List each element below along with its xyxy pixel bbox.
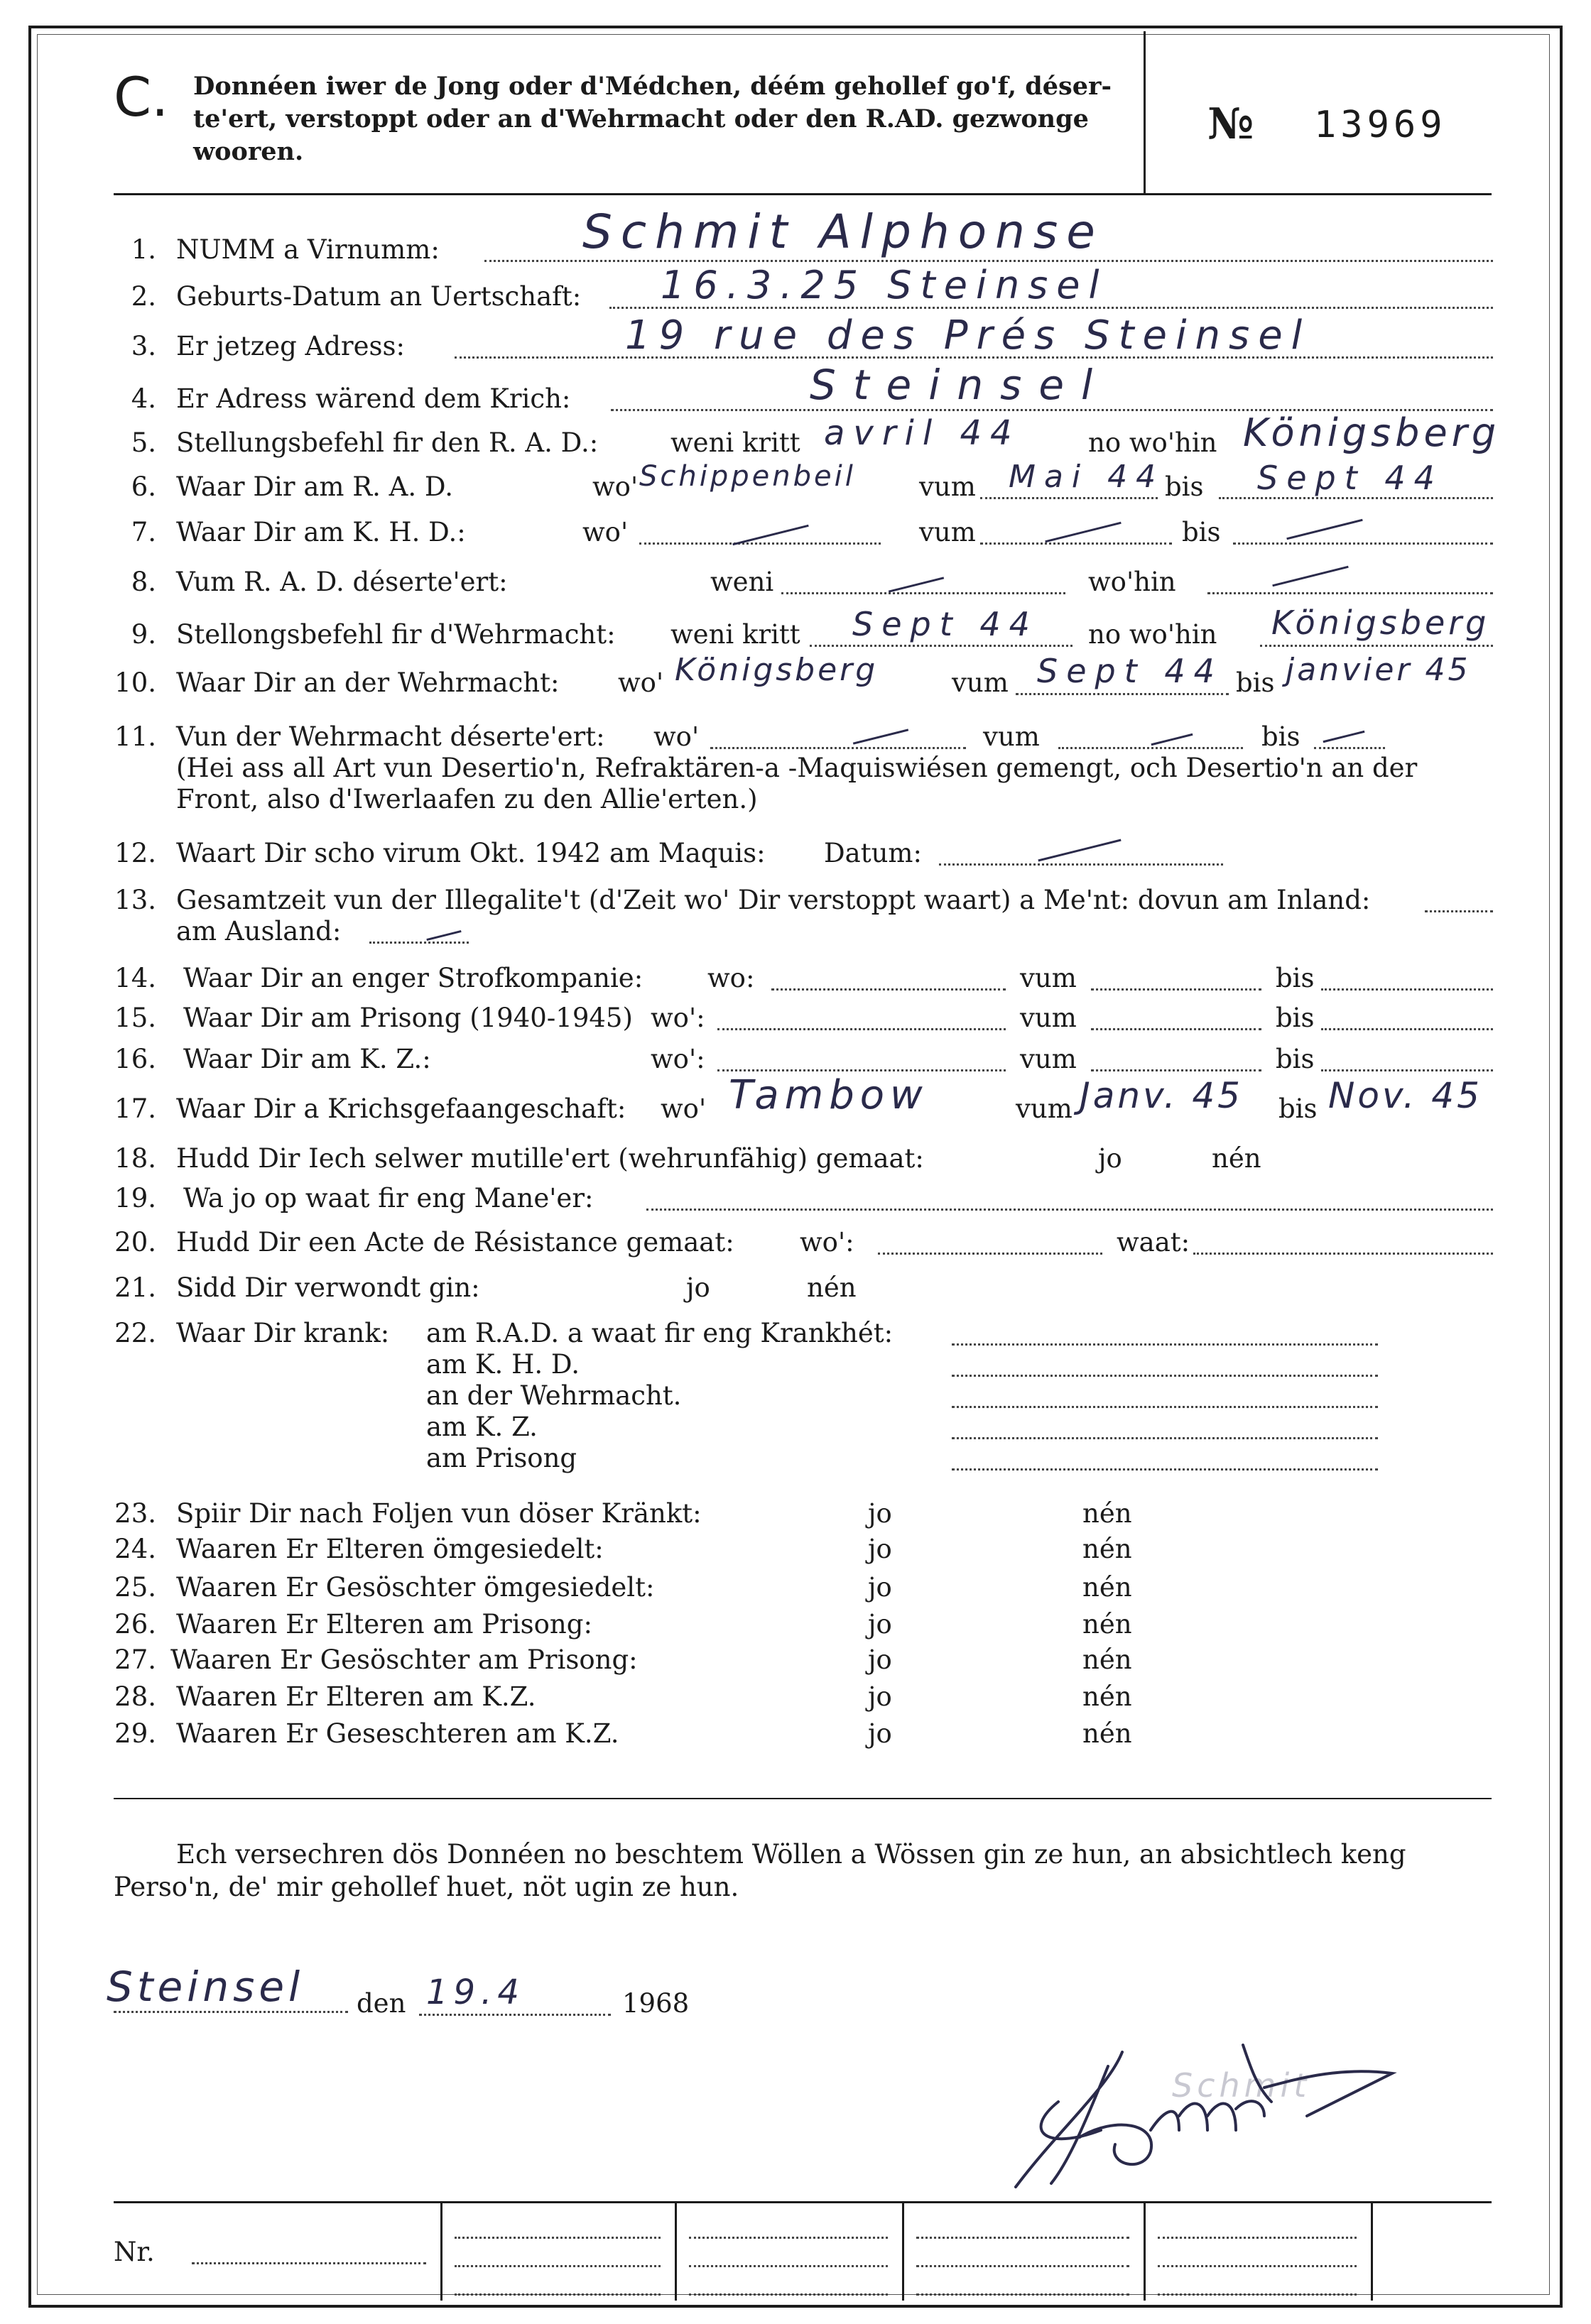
q24-nen: nén	[1082, 1534, 1132, 1564]
q11-number: 11.	[114, 721, 156, 752]
q22-rad: am R.A.D. a waat fir eng Krankhét:	[426, 1318, 894, 1348]
q13-label: Gesamtzeit vun der Illegalite't (d'Zeit wo' Dir verstoppt waart) a Me'nt: dovun am Inland:	[176, 885, 1371, 915]
q6-vum-field	[980, 497, 1158, 499]
q16-wo-field	[717, 1069, 1006, 1071]
q25-jo: jo	[868, 1572, 892, 1603]
q21-number: 21.	[114, 1272, 156, 1303]
q10-vum-field	[1016, 693, 1229, 695]
place-field	[114, 2011, 348, 2013]
q22-rad-field	[952, 1343, 1378, 1346]
q8-wohin-label: wo'hin	[1088, 567, 1176, 597]
footer-cell-3b	[916, 2265, 1129, 2267]
section-letter: C.	[114, 65, 169, 129]
q28-jo: jo	[868, 1681, 892, 1712]
footer-col-5	[1371, 2201, 1373, 2301]
q23-nen: nén	[1082, 1498, 1132, 1529]
footer-nr-label: Nr.	[114, 2237, 155, 2267]
q29-nen: nén	[1082, 1718, 1132, 1749]
q9-label: Stellongsbefehl fir d'Wehrmacht:	[176, 619, 616, 650]
q22-kz-field	[952, 1437, 1378, 1439]
q10-number: 10.	[114, 667, 156, 698]
q14-vum-field	[1091, 988, 1261, 991]
q29-number: 29.	[114, 1718, 156, 1749]
q20-wo-field	[878, 1253, 1102, 1255]
q8-label: Vum R. A. D. déserte'ert:	[176, 567, 508, 597]
footer-cell-2c	[689, 2293, 888, 2296]
q8-weni-label: weni	[710, 567, 774, 597]
q10-label: Waar Dir an der Wehrmacht:	[176, 667, 560, 698]
q5-wohin-answer: Königsberg	[1243, 410, 1501, 455]
q6-vum-label: vum	[919, 471, 976, 502]
q22-wehrmacht-field	[952, 1406, 1378, 1408]
q11-note-2: Front, also d'Iwerlaafen zu den Allie'erten.)	[176, 784, 758, 814]
q11-bis-label: bis	[1261, 721, 1301, 752]
q11-vum-label: vum	[983, 721, 1040, 752]
q14-wo-field	[771, 988, 1006, 991]
q13-number: 13.	[114, 885, 156, 915]
q6-wo-label: wo'	[592, 471, 639, 502]
q14-bis-label: bis	[1276, 963, 1315, 993]
q9-wohin-answer: Königsberg	[1271, 604, 1490, 642]
q7-label: Waar Dir am K. H. D.:	[176, 517, 466, 547]
q4-number: 4.	[131, 383, 156, 414]
q10-wo-answer: Königsberg	[675, 652, 879, 688]
footer-cell-1a	[455, 2237, 661, 2239]
q7-wo-label: wo'	[582, 517, 629, 547]
number-symbol: №	[1207, 99, 1254, 149]
signature-year: 1968	[622, 1988, 690, 2019]
q2-answer: 16.3.25 Steinsel	[661, 263, 1108, 307]
q1-number: 1.	[131, 234, 156, 265]
q27-label: Waaren Er Gesöschter am Prisong:	[170, 1644, 638, 1675]
q22-label: Waar Dir krank:	[176, 1318, 390, 1348]
q18-nen: nén	[1212, 1143, 1261, 1174]
q5-weni-answer: avril 44	[824, 413, 1021, 453]
q6-number: 6.	[131, 471, 156, 502]
q26-label: Waaren Er Elteren am Prisong:	[176, 1609, 592, 1640]
footer-cell-3c	[916, 2293, 1129, 2296]
q19-number: 19.	[114, 1183, 156, 1213]
intro-line-1: Donnéen iwer de Jong oder d'Médchen, déém gehollef go'f, déser-	[193, 72, 1112, 101]
q8-number: 8.	[131, 567, 156, 597]
q16-number: 16.	[114, 1044, 156, 1074]
q22-prisong-field	[952, 1468, 1378, 1471]
q1-label: NUMM a Virnumm:	[176, 234, 440, 265]
q6-bis-field	[1219, 497, 1493, 499]
q4-answer: Steinsel	[810, 361, 1110, 409]
q24-label: Waaren Er Elteren ömgesiedelt:	[176, 1534, 604, 1564]
q26-jo: jo	[868, 1609, 892, 1640]
q24-number: 24.	[114, 1534, 156, 1564]
q25-number: 25.	[114, 1572, 156, 1603]
q17-wo-answer: Tambow	[729, 1072, 928, 1118]
q25-nen: nén	[1082, 1572, 1132, 1603]
q2-number: 2.	[131, 281, 156, 312]
q10-vum-label: vum	[952, 667, 1009, 698]
q6-wo-answer: Schippenbeil	[639, 460, 856, 493]
q11-wo-label: wo'	[653, 721, 700, 752]
intro-line-3: wooren.	[193, 137, 304, 166]
q16-bis-field	[1321, 1069, 1493, 1071]
q15-bis-field	[1321, 1028, 1493, 1030]
footer-col-4	[1144, 2201, 1146, 2301]
q21-jo: jo	[686, 1272, 710, 1303]
q6-bis-answer: Sept 44	[1257, 459, 1443, 497]
signature-place: Steinsel	[107, 1963, 305, 2011]
q1-answer: Schmit Alphonse	[582, 204, 1104, 259]
footer-cell-2b	[689, 2265, 888, 2267]
q15-vum-label: vum	[1020, 1003, 1077, 1033]
q14-number: 14.	[114, 963, 156, 993]
q21-label: Sidd Dir verwondt gin:	[176, 1272, 480, 1303]
q7-bis-label: bis	[1182, 517, 1221, 547]
q20-waat-field	[1193, 1253, 1493, 1255]
q17-vum-label: vum	[1016, 1093, 1073, 1124]
q13-ausland-label: am Ausland:	[176, 916, 342, 946]
footer-cell-1b	[455, 2265, 661, 2267]
q12-number: 12.	[114, 838, 156, 868]
q9-weni-answer: Sept 44	[852, 605, 1038, 643]
q16-vum-label: vum	[1020, 1044, 1077, 1074]
q26-number: 26.	[114, 1609, 156, 1640]
header-divider	[1144, 31, 1146, 195]
q20-number: 20.	[114, 1227, 156, 1258]
q22-khd-field	[952, 1375, 1378, 1377]
q14-wo-label: wo:	[707, 963, 755, 993]
q28-number: 28.	[114, 1681, 156, 1712]
q27-jo: jo	[868, 1644, 892, 1675]
q16-bis-label: bis	[1276, 1044, 1315, 1074]
q5-label: Stellungsbefehl fir den R. A. D.:	[176, 427, 599, 458]
q7-vum-field	[980, 542, 1172, 545]
q14-label: Waar Dir an enger Strofkompanie:	[183, 963, 644, 993]
footer-cell-3a	[916, 2237, 1129, 2239]
q6-vum-answer: Mai 44	[1009, 459, 1165, 495]
q6-label: Waar Dir am R. A. D.	[176, 471, 453, 502]
q18-jo: jo	[1098, 1143, 1122, 1174]
q17-bis-label: bis	[1278, 1093, 1318, 1124]
q14-vum-label: vum	[1020, 963, 1077, 993]
q21-nen: nén	[807, 1272, 857, 1303]
q7-number: 7.	[131, 517, 156, 547]
q12-datum-label: Datum:	[824, 838, 922, 868]
q20-wo-label: wo':	[800, 1227, 854, 1258]
q3-answer: 19 rue des Prés Steinsel	[625, 312, 1311, 359]
q20-label: Hudd Dir een Acte de Résistance gemaat:	[176, 1227, 734, 1258]
q10-wo-label: wo'	[618, 667, 664, 698]
q3-number: 3.	[131, 331, 156, 361]
q15-wo-field	[717, 1028, 1006, 1030]
q24-jo: jo	[868, 1534, 892, 1564]
q22-number: 22.	[114, 1318, 156, 1348]
q26-nen: nén	[1082, 1609, 1132, 1640]
footer-cell-4a	[1158, 2237, 1357, 2239]
q9-number: 9.	[131, 619, 156, 650]
q15-vum-field	[1091, 1028, 1261, 1030]
q1-field	[484, 260, 1493, 262]
q29-label: Waaren Er Geseschteren am K.Z.	[176, 1718, 619, 1749]
q7-vum-label: vum	[919, 517, 976, 547]
signature	[938, 2024, 1435, 2194]
q7-wo-field	[639, 542, 881, 545]
q17-bis-answer: Nov. 45	[1328, 1075, 1482, 1116]
footer-col-1	[440, 2201, 442, 2301]
q13-ausland-field	[369, 942, 469, 944]
q22-khd: am K. H. D.	[426, 1349, 580, 1380]
q28-label: Waaren Er Elteren am K.Z.	[176, 1681, 536, 1712]
footer-nr-field	[192, 2262, 426, 2264]
q11-bis-field	[1314, 747, 1385, 749]
q5-wohin-label: no wo'hin	[1088, 427, 1217, 458]
q16-vum-field	[1091, 1069, 1261, 1071]
q22-kz: am K. Z.	[426, 1412, 538, 1442]
q10-bis-label: bis	[1236, 667, 1275, 698]
q22-wehrmacht: an der Wehrmacht.	[426, 1380, 682, 1411]
declaration-rule	[114, 1798, 1492, 1799]
q5-number: 5.	[131, 427, 156, 458]
declaration-line-1: Ech versechren dös Donnéen no beschtem Wöllen a Wössen gin ze hun, an absichtlech keng	[176, 1839, 1406, 1870]
q15-bis-label: bis	[1276, 1003, 1315, 1033]
q5-weni-label: weni kritt	[670, 427, 800, 458]
q15-label: Waar Dir am Prisong (1940-1945)	[183, 1003, 633, 1033]
q17-label: Waar Dir a Krichsgefaangeschaft:	[176, 1093, 626, 1124]
q9-weni-field	[810, 645, 1073, 647]
q29-jo: jo	[868, 1718, 892, 1749]
q14-bis-field	[1321, 988, 1493, 991]
footer-cell-2a	[689, 2237, 888, 2239]
q12-datum-field	[939, 863, 1223, 866]
q18-label: Hudd Dir Iech selwer mutille'ert (wehrunfähig) gemaat:	[176, 1143, 924, 1174]
q18-number: 18.	[114, 1143, 156, 1174]
q12-label: Waart Dir scho virum Okt. 1942 am Maquis:	[176, 838, 766, 868]
footer-rule	[114, 2201, 1492, 2203]
q8-weni-field	[781, 592, 1065, 594]
q23-jo: jo	[868, 1498, 892, 1529]
q17-vum-answer: Janv. 45	[1080, 1075, 1243, 1116]
q9-wohin-field	[1260, 645, 1493, 647]
q17-number: 17.	[114, 1093, 156, 1124]
footer-cell-1c	[455, 2293, 661, 2296]
q11-note-1: (Hei ass all Art vun Desertio'n, Refraktären-a -Maquiswiésen gemengt, och Desertio'n an der	[176, 753, 1418, 783]
signature-name: Schmit	[1172, 2066, 1311, 2105]
q10-bis-answer: janvier 45	[1286, 652, 1471, 688]
q23-label: Spiir Dir nach Foljen vun döser Kränkt:	[176, 1498, 702, 1529]
q6-bis-label: bis	[1165, 471, 1204, 502]
q22-prisong: am Prisong	[426, 1443, 577, 1473]
q19-field	[646, 1209, 1493, 1211]
footer-cell-4c	[1158, 2293, 1357, 2296]
q3-label: Er jetzeg Adress:	[176, 331, 405, 361]
q9-wohin-label: no wo'hin	[1088, 619, 1217, 650]
q15-wo-label: wo':	[651, 1003, 705, 1033]
q19-label: Wa jo op waat fir eng Mane'er:	[183, 1183, 594, 1213]
intro-line-2: te'ert, verstoppt oder an d'Wehrmacht oder den R.AD. gezwonge	[193, 104, 1089, 133]
q10-vum-answer: Sept 44	[1037, 652, 1223, 690]
q16-label: Waar Dir am K. Z.:	[183, 1044, 431, 1074]
q11-label: Vun der Wehrmacht déserte'ert:	[176, 721, 605, 752]
q16-wo-label: wo':	[651, 1044, 705, 1074]
q13-inland-field	[1425, 910, 1493, 912]
footer-col-2	[675, 2201, 677, 2301]
q27-nen: nén	[1082, 1644, 1132, 1675]
den-label: den	[357, 1988, 406, 2019]
q11-wo-field	[710, 747, 966, 749]
q27-number: 27.	[114, 1644, 156, 1675]
q4-label: Er Adress wärend dem Krich:	[176, 383, 571, 414]
q7-bis-field	[1233, 542, 1493, 545]
footer-cell-4b	[1158, 2265, 1357, 2267]
form-number: 13969	[1314, 104, 1447, 146]
q2-label: Geburts-Datum an Uertschaft:	[176, 281, 582, 312]
q23-number: 23.	[114, 1498, 156, 1529]
signature-date: 19.4	[426, 1973, 525, 2012]
declaration-line-2: Perso'n, de' mir gehollef huet, nöt ugin ze hun.	[114, 1872, 739, 1902]
q17-wo-label: wo'	[661, 1093, 707, 1124]
q28-nen: nén	[1082, 1681, 1132, 1712]
q20-waat-label: waat:	[1117, 1227, 1190, 1258]
date-field	[419, 2014, 611, 2016]
q25-label: Waaren Er Gesöschter ömgesiedelt:	[176, 1572, 655, 1603]
q9-weni-label: weni kritt	[670, 619, 800, 650]
q11-vum-field	[1058, 747, 1243, 749]
signature-stroke	[938, 2024, 1435, 2194]
q15-number: 15.	[114, 1003, 156, 1033]
header-rule	[114, 193, 1492, 195]
footer-col-3	[902, 2201, 904, 2301]
q8-wohin-field	[1207, 592, 1493, 594]
